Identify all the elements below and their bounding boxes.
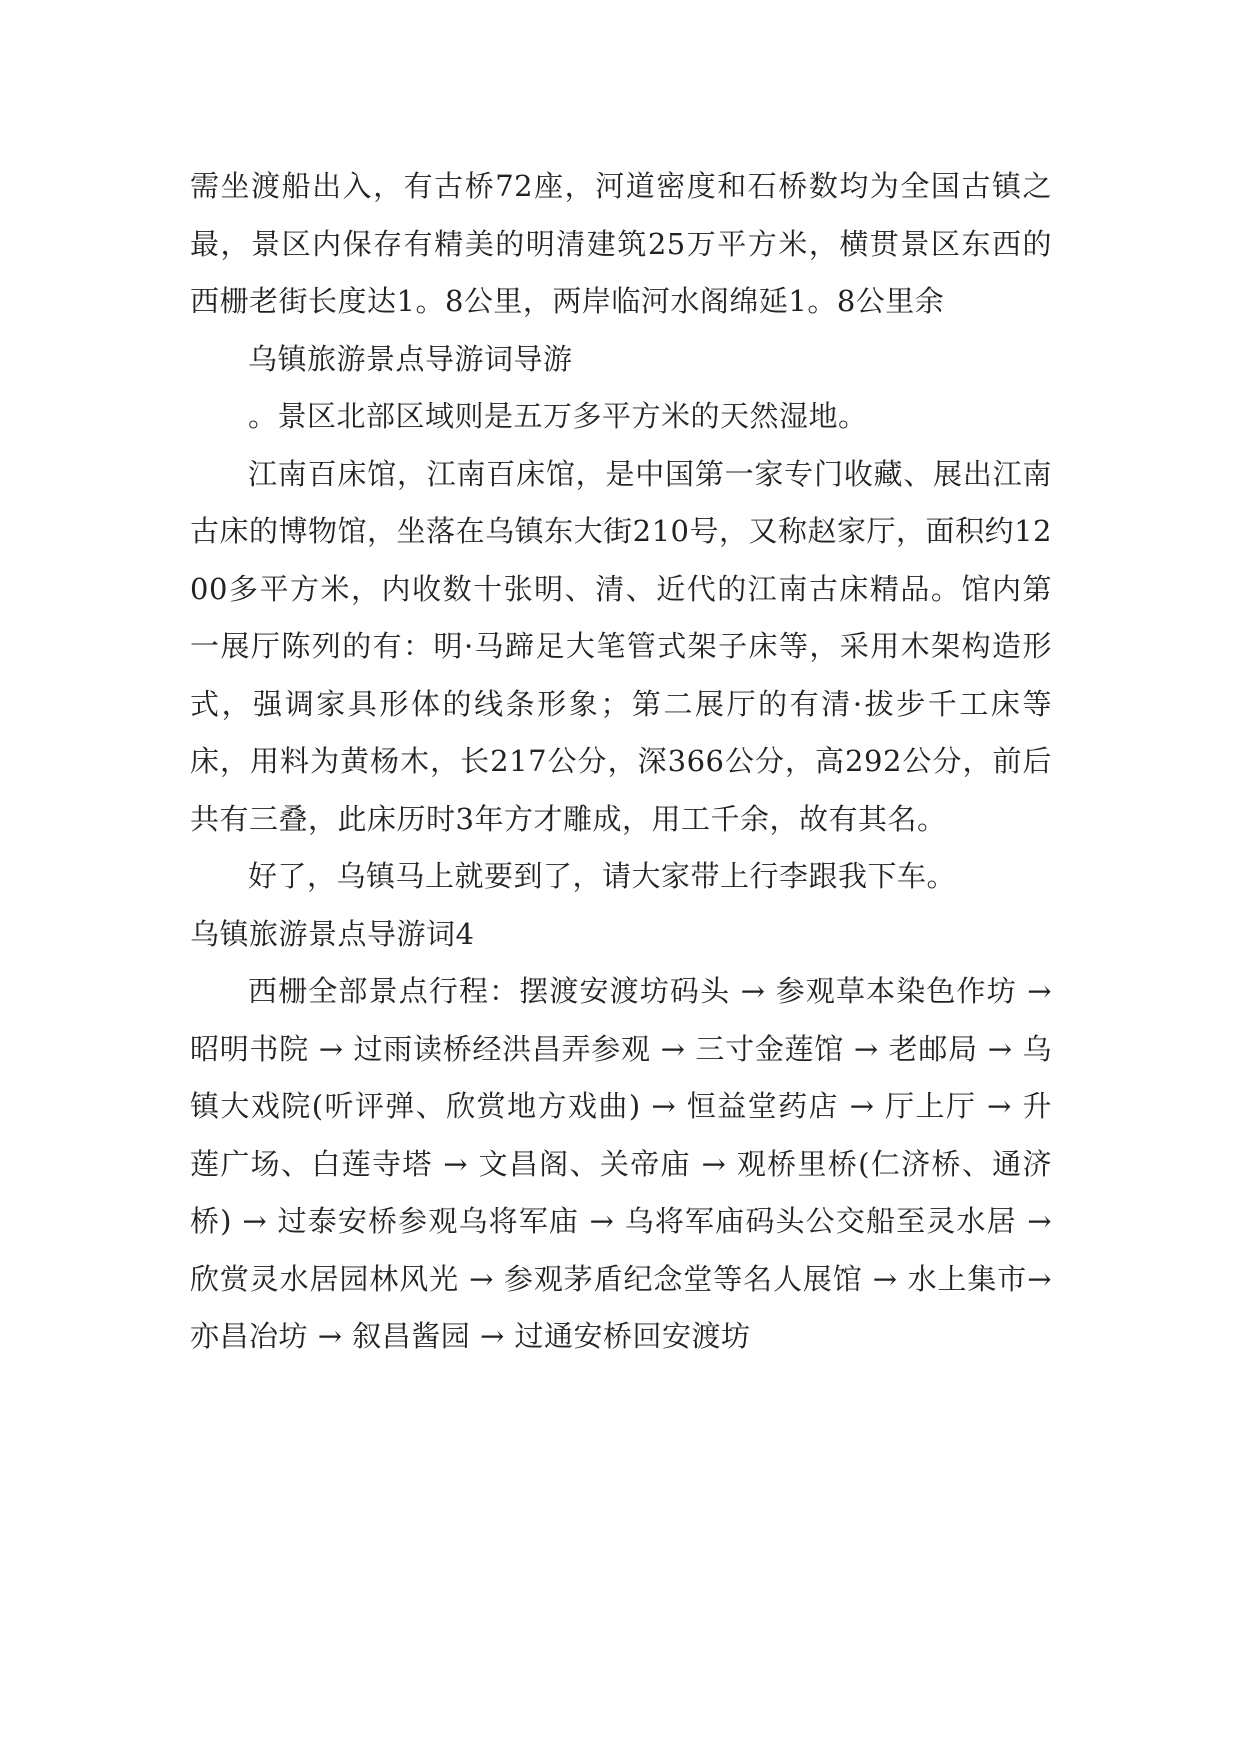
section-title-guide-4: 乌镇旅游景点导游词4 (190, 916, 475, 951)
paragraph-arrival: 好了，乌镇马上就要到了，请大家带上行李跟我下车。 (248, 859, 957, 893)
paragraph-wetland: 。景区北部区域则是五万多平方米的天然湿地。 (248, 399, 868, 433)
paragraph-ferry-and-bridges: 需坐渡船出入，有古桥72座，河道密度和石桥数均为全国古镇之最，景区内保存有精美的明清建筑25万平方米，横贯景区东西的西栅老街长度达1。8公里，两岸临河水阁绵延1。8公里余 (190, 169, 1052, 318)
document-body (190, 158, 1052, 1366)
paragraph-xizha-itinerary: 西栅全部景点行程：摆渡安渡坊码头 → 参观草本染色作坊 → 昭明书院 → 过雨读桥经洪昌弄参观 → 三寸金莲馆 → 老邮局 → 乌镇大戏院(听评弹、欣赏地方戏曲) → 恒益堂药店 → 厅上厅 → 升莲广场、白莲寺塔 → 文昌阁、关帝庙 → 观桥里桥(仁济桥、通济桥) → 过泰安桥参观乌将军庙 → 乌将军庙码头公交船至灵水居 → 欣赏灵水居园林风光 → 参观茅盾纪念堂等名人展馆 → 水上集市→ 亦昌冶坊 → 叙昌酱园 → 过通安桥回安渡坊 (190, 974, 1052, 1353)
paragraph-bed-museum: 江南百床馆，江南百床馆，是中国第一家专门收藏、展出江南古床的博物馆，坐落在乌镇东大街210号，又称赵家厅，面积约1200多平方米，内收数十张明、清、近代的江南古床精品。馆内第一展厅陈列的有：明·马蹄足大笔管式架子床等，采用木架构造形式，强调家具形体的线条形象；第二展厅的有清·拔步千工床等床，用料为黄杨木，长217公分，深366公分，高292公分，前后共有三叠，此床历时3年方才雕成，用工千余，故有其名。 (190, 456, 1052, 836)
paragraph-guide-heading: 乌镇旅游景点导游词导游 (248, 341, 573, 376)
